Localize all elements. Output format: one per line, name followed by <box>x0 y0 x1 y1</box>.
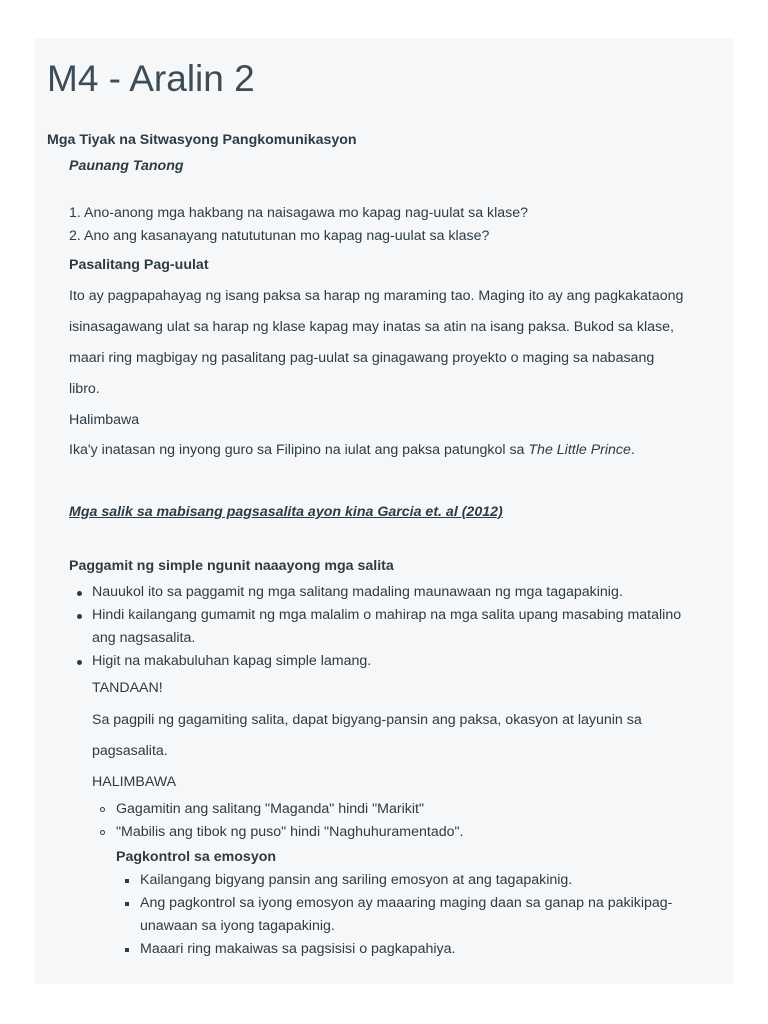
pasalitang-heading: Pasalitang Pag-uulat <box>69 257 209 273</box>
paggamit-bullet-1: Nauukol ito sa paggamit ng mga salitang madaling maunawaan ng mga tagapakinig. <box>92 584 623 600</box>
paggamit-bullet-3: Higit na makabuluhan kapag simple lamang. <box>92 653 372 669</box>
question-2: 2. Ano ang kasanayang natututunan mo kapag nag-uulat sa klase? <box>69 228 490 244</box>
bullet-icon <box>77 614 82 619</box>
tandaan-line-2: pagsasalita. <box>92 743 168 759</box>
example-end: . <box>630 442 635 458</box>
example-book-title: The Little Prince <box>528 442 631 458</box>
pagkontrol-bullet-2-cont: unawaan sa iyong tagapakinig. <box>140 918 335 934</box>
pagkontrol-bullet-3: Maaari ring makaiwas sa pagsisisi o pagkapahiya. <box>140 941 456 957</box>
bullet-icon <box>77 660 82 665</box>
example-text: Ika'y inatasan ng inyong guro sa Filipino na iulat ang paksa patungkol sa <box>69 442 529 458</box>
circle-bullet-icon <box>100 830 105 835</box>
pasalitang-line-3: maari ring magbigay ng pasalitang pag-uulat sa ginagawang proyekto o maging sa nabasang <box>69 350 655 366</box>
pasalitang-line-1: Ito ay pagpapahayag ng isang paksa sa harap ng maraming tao. Maging ito ay ang pagkakataong <box>69 288 684 304</box>
bullet-icon <box>77 591 82 596</box>
example-1: Gagamitin ang salitang "Maganda" hindi "Marikit" <box>116 801 424 817</box>
paggamit-heading: Paggamit ng simple ngunit naaayong mga salita <box>69 558 394 574</box>
pagkontrol-bullet-1: Kailangang bigyang pansin ang sariling emosyon at ang tagapakinig. <box>140 872 573 888</box>
pagkontrol-heading: Pagkontrol sa emosyon <box>116 849 277 865</box>
square-bullet-icon <box>125 879 129 883</box>
salik-heading: Mga salik sa mabisang pagsasalita ayon kina Garcia et. al (2012) <box>69 504 503 520</box>
example-sentence <box>69 442 635 458</box>
circle-bullet-icon <box>100 807 105 812</box>
pagkontrol-bullet-2: Ang pagkontrol sa iyong emosyon ay maaaring maging daan sa ganap na pakikipag- <box>140 895 673 911</box>
pasalitang-line-2: isinasagawang ulat sa harap ng klase kapag may inatas sa atin na isang paksa. Bukod sa klase, <box>69 319 674 335</box>
document-content <box>34 38 734 984</box>
paunang-tanong-heading: Paunang Tanong <box>69 158 184 174</box>
page-title: M4 - Aralin 2 <box>47 58 255 99</box>
tandaan-line-1: Sa pagpili ng gagamiting salita, dapat bigyang-pansin ang paksa, okasyon at layunin sa <box>92 712 642 728</box>
example-2: "Mabilis ang tibok ng puso" hindi "Naghuhuramentado". <box>116 824 464 840</box>
halimbawa-label: Halimbawa <box>69 412 140 428</box>
document-page <box>34 38 734 984</box>
halimbawa-caps-label: HALIMBAWA <box>92 774 177 790</box>
pasalitang-line-4: libro. <box>69 381 100 397</box>
square-bullet-icon <box>125 948 129 952</box>
paggamit-bullet-2-cont: ang nagsasalita. <box>92 630 196 646</box>
square-bullet-icon <box>125 902 129 906</box>
question-1: 1. Ano-anong mga hakbang na naisagawa mo kapag nag-uulat sa klase? <box>69 205 529 221</box>
tandaan-label: TANDAAN! <box>92 680 163 696</box>
paggamit-bullet-2: Hindi kailangang gumamit ng mga malalim o mahirap na mga salita upang masabing matalino <box>92 607 682 623</box>
section-heading: Mga Tiyak na Sitwasyong Pangkomunikasyon <box>47 132 357 148</box>
